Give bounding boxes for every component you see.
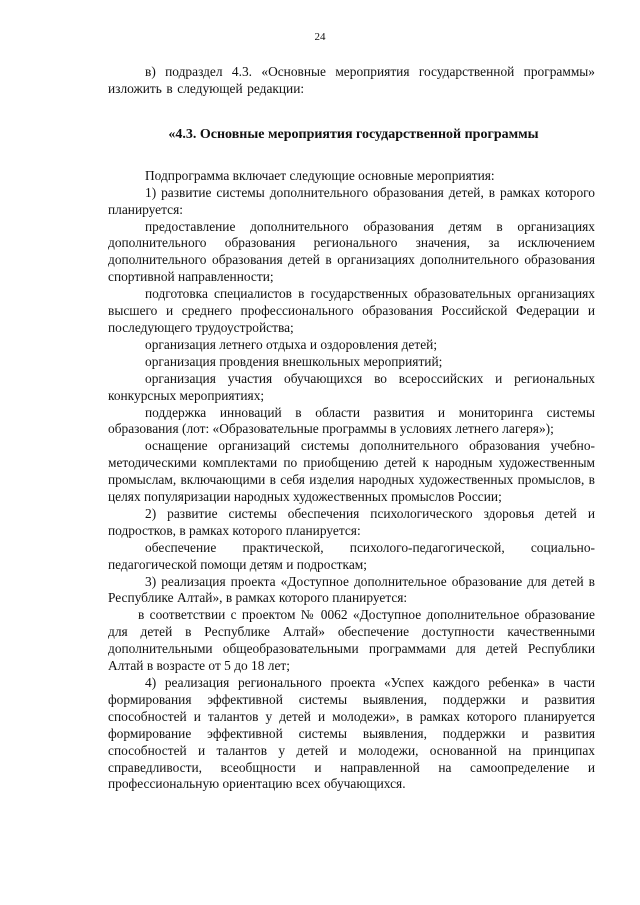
section-heading: «4.3. Основные мероприятия государственной программы <box>168 126 539 142</box>
paragraph-5: организация летнего отдыха и оздоровления детей; <box>145 336 438 352</box>
paragraph-7: организация участия обучающихся во всероссийских и региональных конкурсных мероприятиях; <box>108 370 595 403</box>
page-number: 24 <box>314 31 326 43</box>
paragraph-6: организация провдения внешкольных мероприятий; <box>145 353 443 369</box>
paragraph-9: оснащение организаций системы дополнительного образования учебно-методическими комплектами по приобщению детей к народным художественным промыслам, включающими в себя изделия народных художественных промыслов, в целях популяризации народных художественных промыслов России; <box>108 438 595 505</box>
paragraph-4: подготовка специалистов в государственных образовательных организациях высшего и среднего профессионального образования Российской Федерации и последующего трудоустройства; <box>108 286 595 335</box>
paragraph-11: обеспечение практической, психолого-педагогической, социально-педагогической помощи детям и подросткам; <box>108 539 595 572</box>
paragraph-10: 2) развитие системы обеспечения психологического здоровья детей и подростков, в рамках которого планируется: <box>108 505 595 538</box>
paragraph-1: Подпрограмма включает следующие основные мероприятия: <box>145 167 495 183</box>
paragraph-2: 1) развитие системы дополнительного образования детей, в рамках которого планируется: <box>108 184 595 217</box>
paragraph-3: предоставление дополнительного образования детям в организациях дополнительного образования регионального значения, за исключением дополнительного образования детей в организациях дополнительного образования спортивной направленности; <box>108 218 595 285</box>
paragraph-12: 3) реализация проекта «Доступное дополнительное образование для детей в Республике Алтай», в рамках которого планируется: <box>108 573 595 606</box>
amendment-intro: в) подраздел 4.3. «Основные мероприятия государственной программы» изложить в следующей редакции: <box>108 64 595 96</box>
document-body <box>108 64 595 793</box>
paragraph-8: поддержка инноваций в области развития и мониторинга системы образования (лот: «Образовательные программы в условиях летнего лагеря»); <box>108 404 595 437</box>
paragraph-13: в соответствии с проектом № 0062 «Доступное дополнительное образование для детей в Республике Алтай» обеспечение доступности качественными дополнительными общеобразовательными программами для детей Республики Алтай в возрасте от 5 до 18 лет; <box>108 607 595 674</box>
paragraph-14: 4) реализация регионального проекта «Успех каждого ребенка» в части формирования эффективной системы выявления, поддержки и развития способностей и талантов у детей и молодежи», в рамках которого планируется формирование эффективной системы выявления, поддержки и развития способностей и талантов у детей и молодежи, основанной на принципах справедливости, всеобщности и направленной на самоопределение и профессиональную ориентацию всех обучающихся. <box>108 675 595 792</box>
